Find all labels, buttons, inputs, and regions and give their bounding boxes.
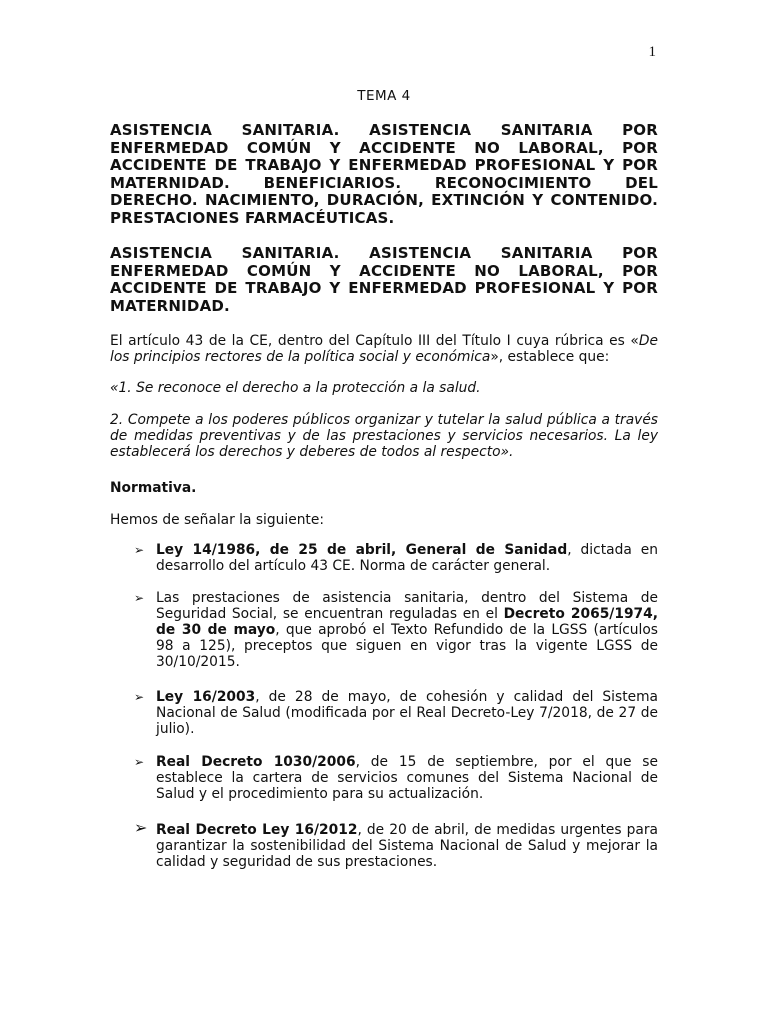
law-name: Ley 14/1986, de 25 de abril, General de Sanidad	[156, 542, 568, 558]
normativa-intro: Hemos de señalar la siguiente:	[110, 512, 324, 528]
normativa-heading: Normativa.	[110, 480, 197, 496]
law-name: Decreto 2065/1974, de 30 de mayo	[156, 606, 658, 638]
law-description: , dictada en desarrollo del artículo 43 CE. Norma de carácter general.	[156, 542, 658, 574]
topic-heading: ASISTENCIA SANITARIA. ASISTENCIA SANITARIA POR ENFERMEDAD COMÚN Y ACCIDENTE NO LABORAL, POR ACCIDENTE DE TRABAJO Y ENFERMEDAD PROFESIONAL Y POR MATERNIDAD. BENEFICIARIOS. RECONOCIMIENTO DEL DERECHO. NACIMIENTO, DURACIÓN, EXTINCIÓN Y CONTENIDO. PRESTACIONES FARMACÉUTICAS.	[110, 121, 658, 227]
list-item	[134, 590, 658, 670]
section-heading: ASISTENCIA SANITARIA. ASISTENCIA SANITARIA POR ENFERMEDAD COMÚN Y ACCIDENTE NO LABORAL, POR ACCIDENTE DE TRABAJO Y ENFERMEDAD PROFESIONAL Y POR MATERNIDAD.	[110, 244, 658, 315]
law-description: , de 15 de septiembre, por el que se establece la cartera de servicios comunes del Sistema Nacional de Salud y el procedimiento para su actualización.	[156, 754, 658, 802]
arrow-bullet-icon: ➢	[134, 690, 145, 704]
arrow-bullet-icon: ➢	[134, 591, 145, 605]
law-description-before: Las prestaciones de asistencia sanitaria, dentro del Sistema de Seguridad Social, se encuentran reguladas en el	[156, 590, 658, 622]
topic-title: TEMA 4	[357, 88, 411, 104]
constitution-quote-1: «1. Se reconoce el derecho a la protección a la salud.	[110, 380, 481, 396]
intro-text-after: », establece que:	[490, 349, 610, 365]
intro-paragraph	[110, 333, 658, 365]
intro-text-before: El artículo 43 de la CE, dentro del Capítulo III del Título I cuya rúbrica es «	[110, 333, 639, 349]
list-item	[134, 818, 659, 870]
arrow-bullet-icon: ➢	[134, 818, 148, 837]
law-description: , que aprobó el Texto Refundido de la LGSS (artículos 98 a 125), preceptos que siguen en vigor tras la vigente LGSS de 30/10/2015.	[156, 622, 658, 670]
list-item	[134, 542, 658, 574]
constitution-quote-2: 2. Compete a los poderes públicos organizar y tutelar la salud pública a través de medidas preventivas y de las prestaciones y servicios necesarios. La ley establecerá los derechos y deberes de todos al respecto».	[110, 412, 658, 460]
law-description: , de 28 de mayo, de cohesión y calidad del Sistema Nacional de Salud (modificada por el Real Decreto-Ley 7/2018, de 27 de julio).	[156, 689, 658, 737]
list-item	[134, 754, 658, 802]
law-name: Ley 16/2003	[156, 689, 256, 705]
arrow-bullet-icon: ➢	[134, 543, 145, 557]
arrow-bullet-icon: ➢	[134, 755, 145, 769]
list-item	[134, 689, 658, 737]
intro-text-italic: De los principios rectores de la política social y económica	[110, 333, 658, 365]
law-name: Real Decreto Ley 16/2012	[156, 822, 358, 838]
page-number: 1	[648, 44, 656, 60]
law-description: , de 20 de abril, de medidas urgentes para garantizar la sostenibilidad del Sistema Nacional de Salud y mejorar la calidad y seguridad de sus prestaciones.	[156, 822, 659, 870]
law-name: Real Decreto 1030/2006	[156, 754, 356, 770]
